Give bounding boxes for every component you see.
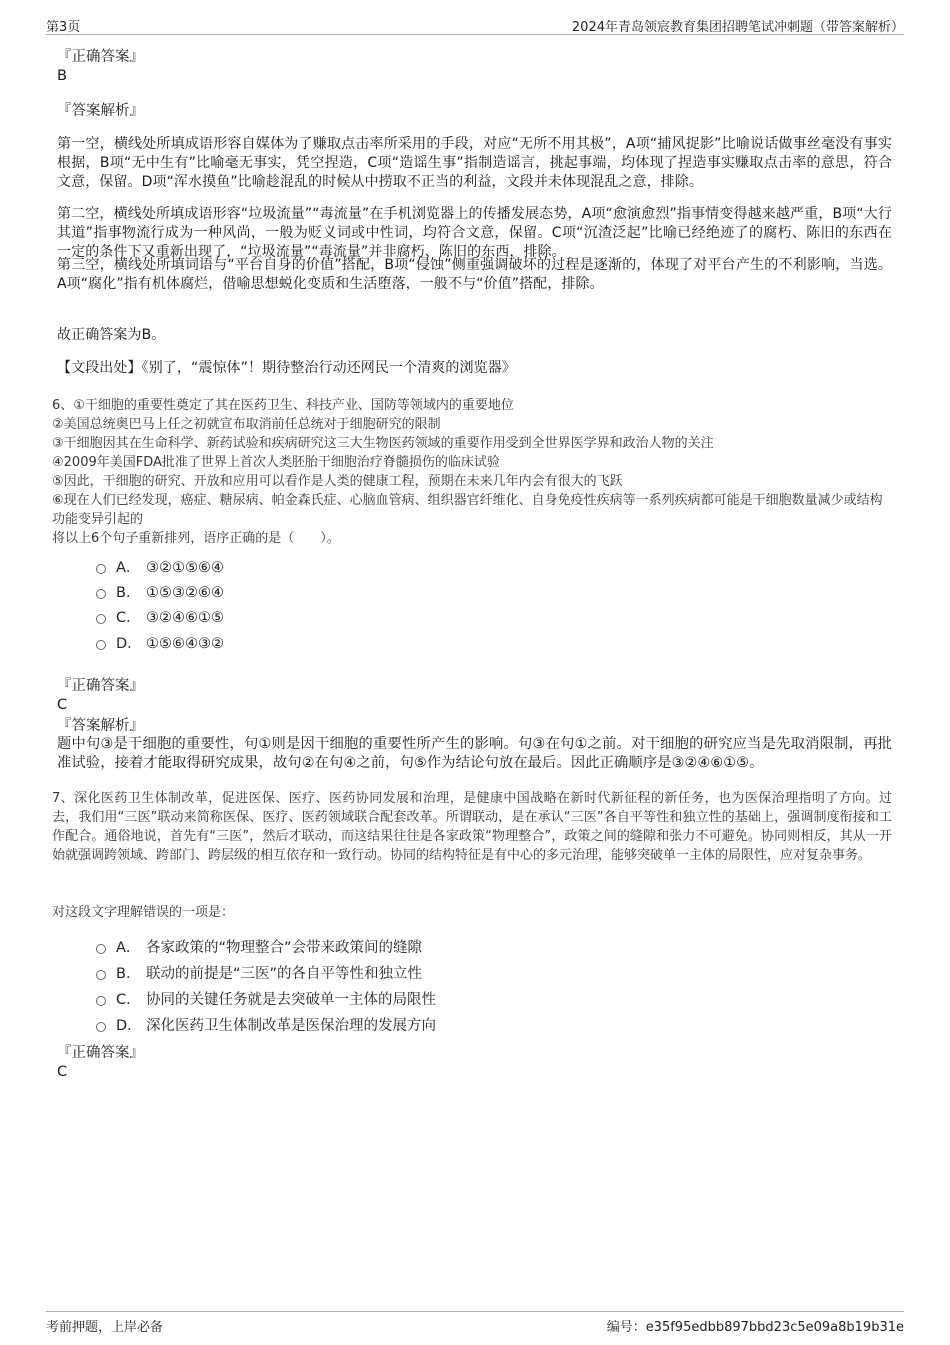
q7-prompt: 对这段文字理解错误的一项是：: [52, 905, 235, 920]
q6-analysis: 题中句③是干细胞的重要性，句①则是因干细胞的重要性所产生的影响。句③在句①之前。对干细胞的研究应当是先取消限制，再批准试验，接着才能取得研究成果，故句②在句④之前，句⑤作为结论句放在最后。因此正确顺序是③②④⑥①⑤。: [57, 736, 892, 771]
radio-icon[interactable]: [96, 614, 106, 624]
q6-sentence-2: ②美国总统奥巴马上任之初就宣布取消前任总统对于细胞研究的限制: [52, 417, 441, 432]
radio-icon[interactable]: [96, 1022, 106, 1032]
q5-analysis-p1: 第一空，横线处所填成语形容自媒体为了赚取点击率所采用的手段，对应“无所不用其极”，A项“捕风捉影”比喻说话做事丝毫没有事实根据，B项“无中生有”比喻毫无事实，凭空捏造，C项“造谣生事”指制造谣言，挑起事端，均体现了捏造事实赚取点击率的意思，符合文意，保留。D项“浑水摸鱼”比喻趁混乱的时候从中捞取不正当的利益，文段并未体现混乱之意，排除。: [57, 136, 892, 190]
radio-icon[interactable]: [96, 944, 106, 954]
q5-answer-label: 『正确答案』: [57, 49, 144, 65]
q7-answer-label: 『正确答案』: [57, 1045, 144, 1061]
q6-sentence-6: ⑥现在人们已经发现，癌症、糖尿病、帕金森氏症、心脑血管病、组织器官纤维化、自身免疫性疾病等一系列疾病都可能是干细胞数量减少或结构功能变异引起的: [52, 493, 883, 527]
document-id: 编号：e35f95edbb897bbd23c5e09a8b19b31e: [606, 1320, 904, 1335]
q5-source: 【文段出处】《别了，“震惊体”！期待整治行动还网民一个清爽的浏览器》: [57, 360, 516, 376]
radio-icon[interactable]: [96, 970, 106, 980]
radio-icon[interactable]: [96, 996, 106, 1006]
radio-icon[interactable]: [96, 640, 106, 650]
radio-icon[interactable]: [96, 564, 106, 574]
q6-option-a[interactable]: A． ③②①⑤⑥④: [96, 558, 224, 578]
page-footer: [46, 1311, 904, 1336]
q7-option-c[interactable]: C． 协同的关键任务就是去突破单一主体的局限性: [96, 990, 436, 1010]
page-number: 第3页: [46, 20, 81, 35]
q7-passage: 7、深化医药卫生体制改革，促进医保、医疗、医药协同发展和治理，是健康中国战略在新时代新征程的新任务，也为医保治理指明了方向。过去，我们用“三医”联动来简称医保、医疗、医药领域联合配套改革。所谓联动，是在承认“三医”各自平等性和独立性的基础上，强调制度衔接和工作配合。通俗地说，首先有“三医”，然后才联动，而这结果往往是各家政策“物理整合”，政策之间的缝隙和张力不可避免。协同则相反，其从一开始就强调跨领域、跨部门、跨层级的相互依存和一致行动。协同的结构特征是有中心的多元治理，能够突破单一主体的局限性，应对复杂事务。: [52, 791, 892, 863]
q7-answer: C: [57, 1064, 68, 1080]
q6-sentence-4: ④2009年美国FDA批准了世界上首次人类胚胎干细胞治疗脊髓损伤的临床试验: [52, 455, 500, 470]
q5-answer: B: [57, 68, 67, 84]
q6-answer: C: [57, 697, 68, 713]
q6-option-d[interactable]: D． ①⑤⑥④③②: [96, 634, 224, 654]
q6-answer-label: 『正确答案』: [57, 678, 144, 694]
q6-option-b[interactable]: B． ①⑤③②⑥④: [96, 583, 224, 603]
q7-option-b[interactable]: B． 联动的前提是“三医”的各自平等性和独立性: [96, 964, 422, 984]
q6-sentence-3: ③干细胞因其在生命科学、新药试验和疾病研究这三大生物医药领域的重要作用受到全世界医学界和政治人物的关注: [52, 436, 714, 451]
q5-conclusion: 故正确答案为B。: [57, 327, 166, 343]
q6-stem: [52, 396, 892, 548]
q7-option-d[interactable]: D． 深化医药卫生体制改革是医保治理的发展方向: [96, 1016, 436, 1036]
q6-sentence-5: ⑤因此，干细胞的研究、开放和应用可以看作是人类的健康工程，预期在未来几年内会有很大的飞跃: [52, 474, 623, 489]
q7-option-a[interactable]: A． 各家政策的“物理整合”会带来政策间的缝隙: [96, 938, 422, 958]
q5-analysis-p2: 第二空，横线处所填成语形容“垃圾流量”“毒流量”在手机浏览器上的传播发展态势，A项“愈演愈烈”指事情变得越来越严重，B项“大行其道”指事物流行成为一种风尚，一般为贬义词或中性词，均符合文意，保留。C项“沉渣泛起”比喻已经绝迹了的腐朽、陈旧的东西在一定的条件下又重新出现了，“垃圾流量”“毒流量”并非腐朽、陈旧的东西，排除。: [57, 206, 892, 260]
q6-prompt: 将以上6个句子重新排列，语序正确的是（ ）。: [52, 531, 340, 546]
document-title: 2024年青岛领宸教育集团招聘笔试冲刺题（带答案解析）: [571, 20, 904, 35]
q5-analysis-p3: 第三空，横线处所填词语与“平台自身的价值”搭配，B项“侵蚀”侧重强调破坏的过程是逐渐的，体现了对平台产生的不利影响，当选。A项“腐化”指有机体腐烂，借喻思想蜕化变质和生活堕落，一般不与“价值”搭配，排除。: [57, 257, 892, 292]
q6-option-c[interactable]: C． ③②④⑥①⑤: [96, 608, 224, 628]
footer-slogan: 考前押题，上岸必备: [46, 1320, 164, 1335]
page-header: [46, 14, 904, 35]
q5-analysis-label: 『答案解析』: [57, 103, 144, 119]
radio-icon[interactable]: [96, 589, 106, 599]
q6-analysis-label: 『答案解析』: [57, 718, 144, 734]
q6-sentence-1: 6、①干细胞的重要性奠定了其在医药卫生、科技产业、国防等领域内的重要地位: [52, 398, 514, 413]
